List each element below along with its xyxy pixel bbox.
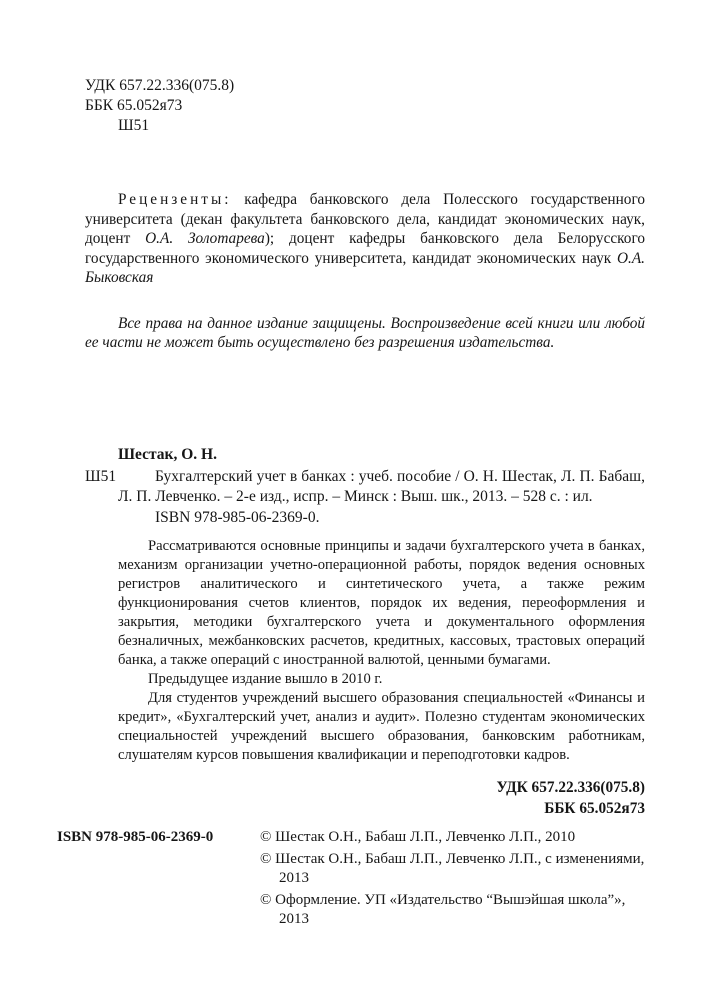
isbn-line: ISBN 978-985-06-2369-0. (155, 508, 320, 526)
author-heading: Шестак, О. Н. (118, 445, 217, 463)
copyright-list (260, 828, 648, 932)
isbn-number: ISBN 978-985-06-2369-0 (57, 829, 214, 845)
reviewers-text-1: кафедра банковского дела Полесского государственного университета (декан факультета банковского дела, кандидат экономических наук, доцент (85, 191, 645, 247)
copyright-item: © Оформление. УП «Издательство “Вышэйшая школа”», 2013 (260, 891, 626, 927)
catalog-author-sign: Ш51 (85, 467, 117, 485)
bbk-code-bottom: ББК 65.052я73 (544, 799, 645, 817)
catalog-entry (85, 467, 645, 507)
reviewers-paragraph (85, 190, 645, 288)
reviewers-label: Рецензенты: (118, 191, 232, 208)
imprint-block (57, 828, 651, 932)
annotation (118, 537, 645, 765)
page-content (85, 76, 645, 819)
bbk-code: ББК 65.052я73 (85, 97, 183, 114)
udk-code-bottom: УДК 657.22.336(075.8) (496, 778, 645, 796)
classification-codes (85, 76, 645, 136)
catalog-description: Бухгалтерский учет в банках : учеб. пособие / О. Н. Шестак, Л. П. Бабаш, Л. П. Левченко. – 2-е изд., испр. – Минск : Выш. шк., 2013. – 528 с. : ил. (118, 467, 645, 505)
udk-code: УДК 657.22.336(075.8) (85, 77, 235, 94)
author-sign-code: Ш51 (118, 117, 150, 134)
reviewer-name-2: О.А. Быковская (85, 249, 645, 286)
annotation-paragraph: Рассматриваются основные принципы и задачи бухгалтерского учета в банках, механизм организации учетно-операционной работы, порядок ведения основных регистров аналитического и синтетического учета, а также режим функционирования счетов клиентов, порядок их ведения, переоформления и закрытия, методики бухгалтерского учета и документального оформления безналичных, межбанковских расчетов, кредитных, кассовых, трастовых операций банка, а также операций с иностранной валютой, ценными бумагами. (118, 537, 645, 668)
audience-paragraph: Для студентов учреждений высшего образования специальностей «Финансы и кредит», «Бухгалтерский учет, анализ и аудит». Полезно студентам экономических специальностей учреждений высшего образования, банковским работникам, слушателям курсов повышения квалификации и переподготовки кадров. (118, 689, 645, 763)
previous-edition-note: Предыдущее издание вышло в 2010 г. (148, 670, 383, 687)
copyright-item: © Шестак О.Н., Бабаш Л.П., Левченко Л.П., с изменениями, 2013 (260, 850, 645, 886)
rights-notice: Все права на данное издание защищены. Воспроизведение всей книги или любой ее части не может быть осуществлено без разрешения издательства. (85, 314, 645, 351)
reviewer-name-1: О.А. Золотарева (145, 230, 265, 247)
reviewers-text-2: ); доцент кафедры банковского дела Белорусского государственного экономического университета, кандидат экономических наук (85, 230, 645, 267)
copyright-item: © Шестак О.Н., Бабаш Л.П., Левченко Л.П., 2010 (260, 829, 576, 845)
bottom-classification-codes (85, 777, 645, 819)
